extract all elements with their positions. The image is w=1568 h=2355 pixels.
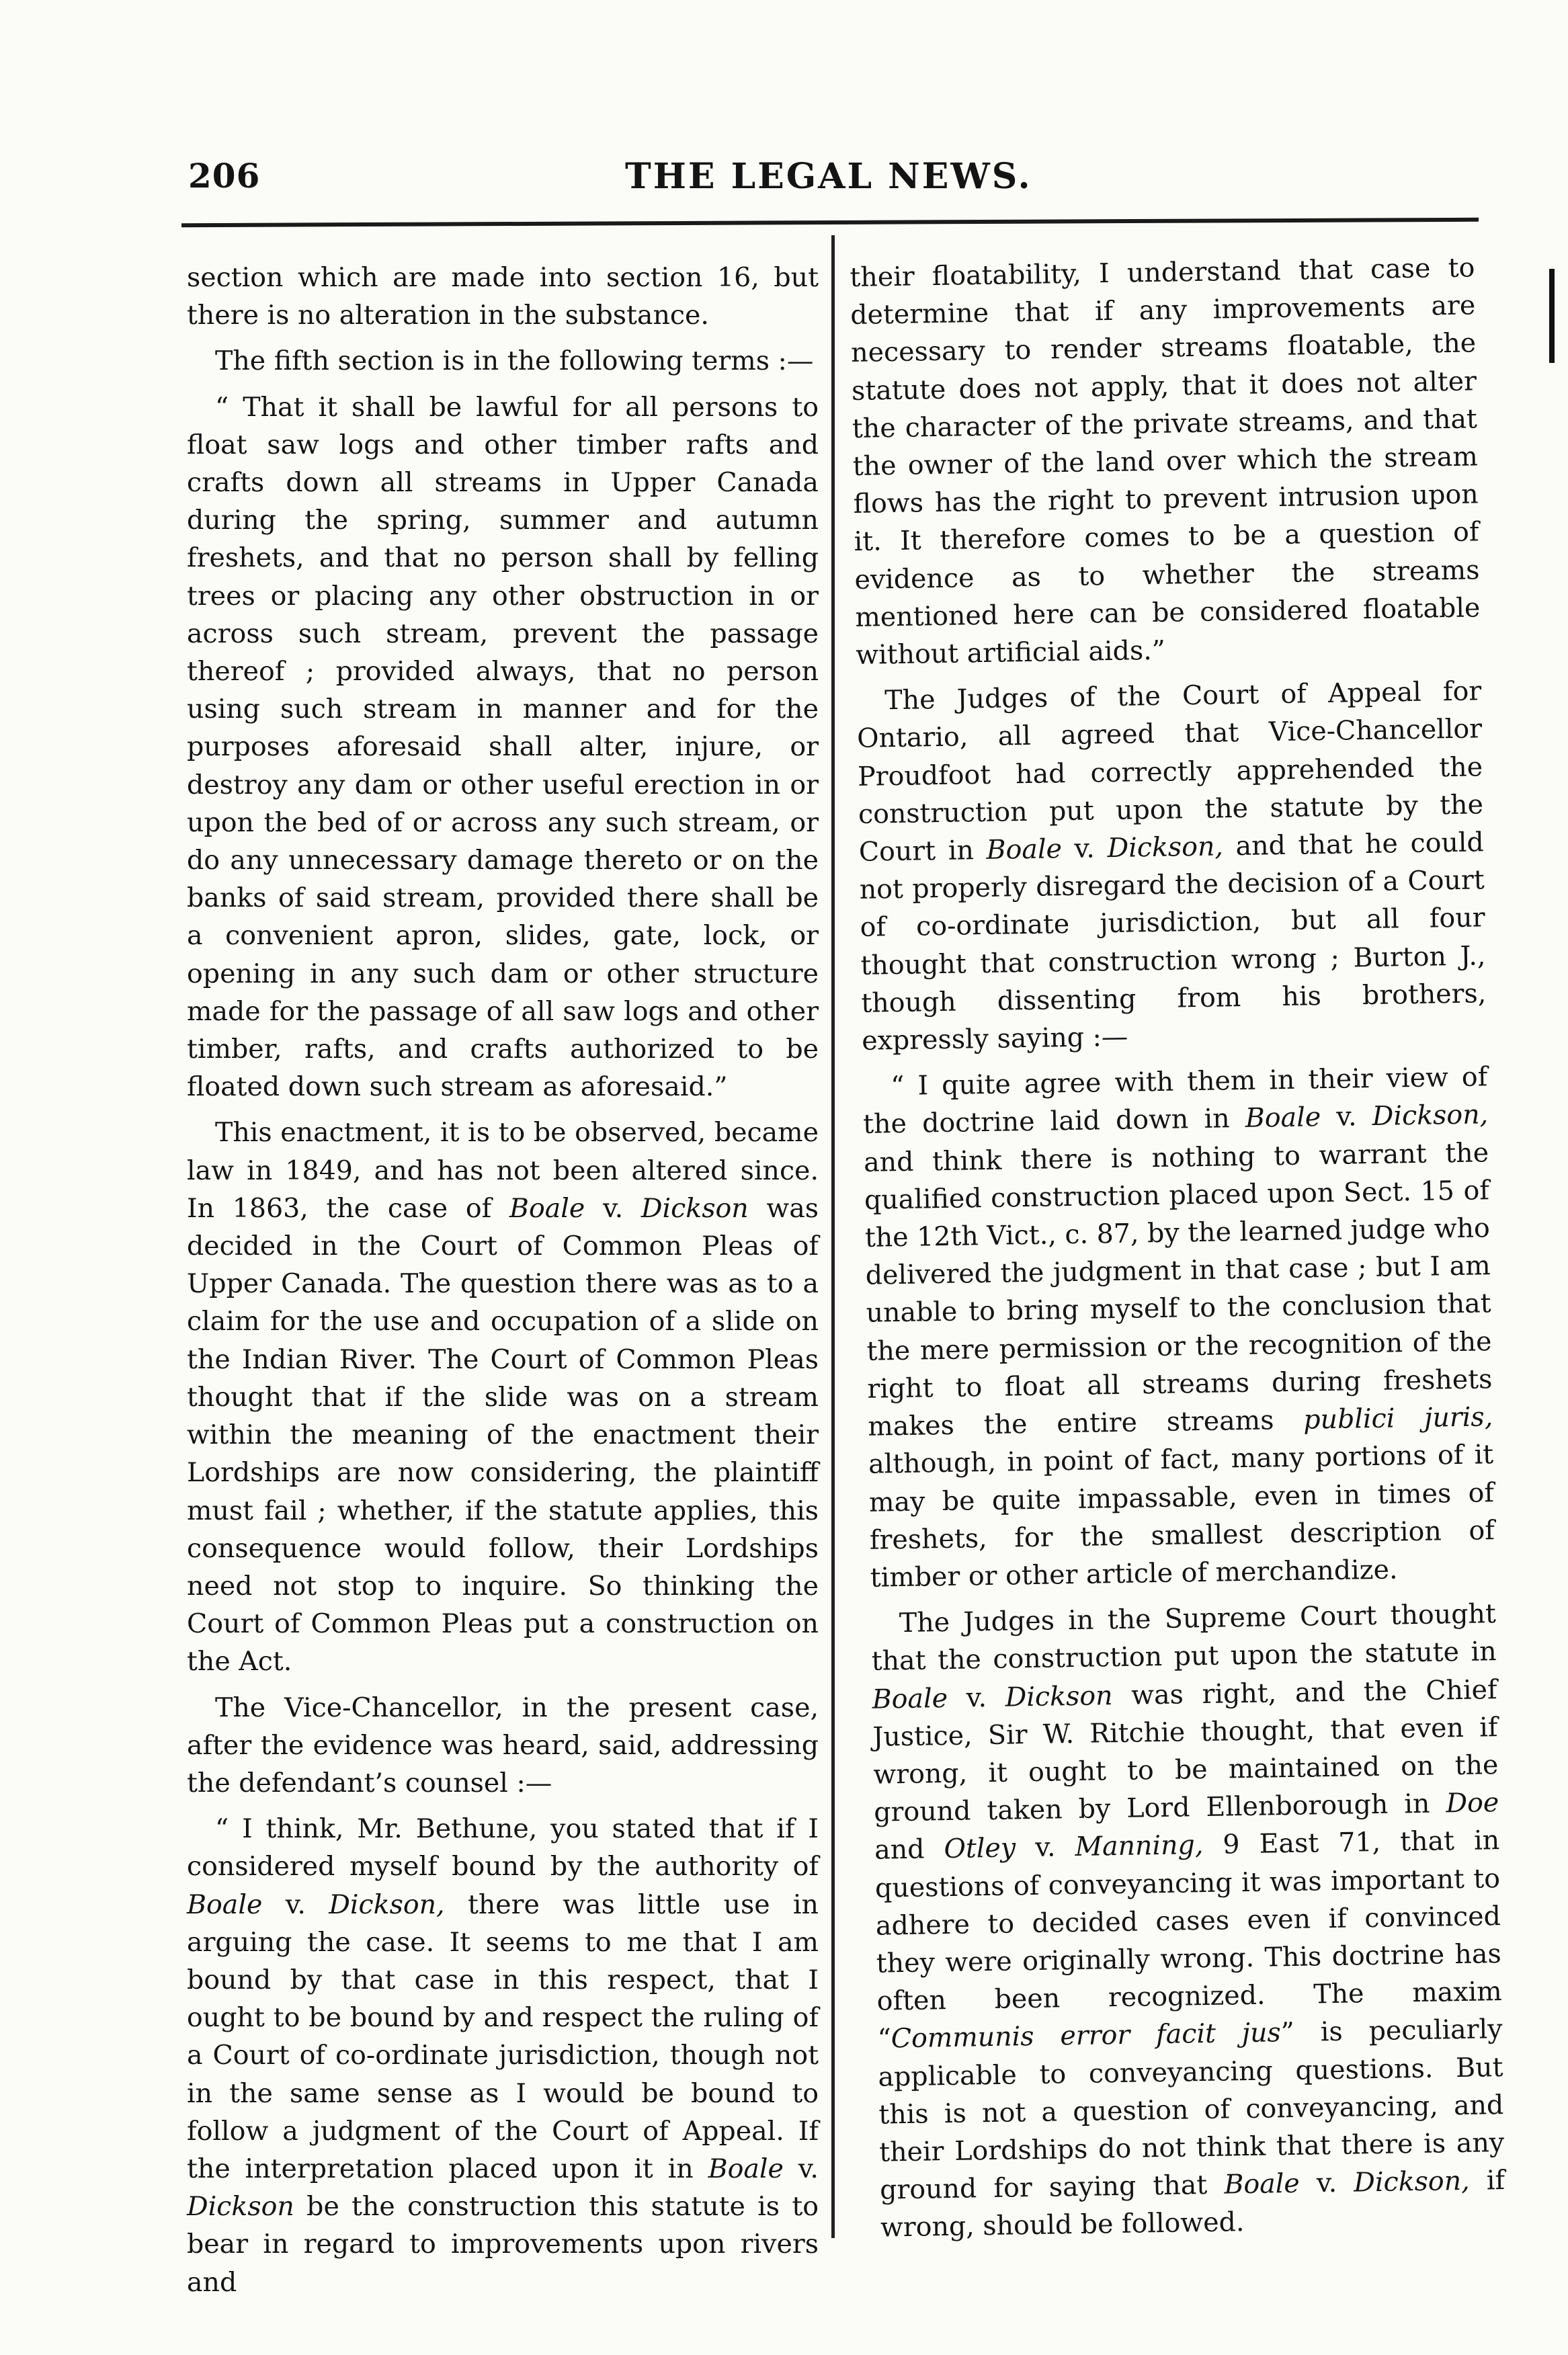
page-header bbox=[181, 149, 1472, 203]
paragraph: This enactment, it is to be observed, became law in 1849, and has not been altered since. In 1863, the case of Boale v. Dickson was decided in the Court of Common Pleas of Upper Canada. The question there was as to a claim for the use and occupation of a slide on the Indian River. The Court of Common Pleas thought that if the slide was on a stream within the meaning of the enactment their Lordships are now considering, the plaintiff must fail ; whether, if the statute applies, this consequence would follow, their Lordships need not stop to inquire. So thinking the Court of Common Pleas put a construction on the Act. bbox=[187, 1117, 819, 1678]
case-name: Boale bbox=[986, 833, 1063, 866]
case-name: Dickson, bbox=[329, 1889, 445, 1920]
case-name: Dickson, bbox=[1372, 1099, 1489, 1132]
case-name: Dickson, bbox=[1107, 831, 1224, 864]
latin-maxim: Communis error facit jus bbox=[891, 2017, 1282, 2055]
left-column bbox=[187, 259, 819, 2309]
case-name: Doe bbox=[1446, 1787, 1499, 1819]
case-name: Dickson bbox=[187, 2191, 294, 2223]
page-edge-mark bbox=[1549, 269, 1555, 363]
paragraph: The Judges in the Supreme Court thought that the construction put upon the statute in Boale v. Dickson was right, and the Chief Justice, Sir W. Ritchie thought, that even if wrong, it ought to be maintained on the ground taken by Lord Ellenborough in Doe and Otley v. Manning, 9 East 71, that in questions of conveyancing it was important to adhere to decided cases even if convinced they were originally wrong. This doctrine has often been recognized. The maxim “Communis error facit jus” is peculiarly applicable to conveyancing questions. But this is not a question of conveyancing, and their Lordships do not think that there is any ground for saying that Boale v. Dickson, if wrong, should be followed. bbox=[871, 1598, 1505, 2243]
case-name: Boale bbox=[1224, 2167, 1301, 2200]
column-divider bbox=[831, 235, 835, 2238]
case-name: Manning, bbox=[1075, 1829, 1204, 1863]
quoted-judgment: “ I quite agree with them in their view of the doctrine laid down in Boale v. Dickson, and think there is nothing to warrant the qualified construction placed upon Sect. 15 of the 12th Vict., c. 87, by the learned judge who delivered the judgment in that case ; but I am unable to bring myself to the conclusion that the mere permission or the recognition of the right to float all streams during freshets makes the entire streams publici juris, although, in point of fact, many portions of it may be quite impassable, even in times of freshets, for the smallest description of timber or other article of merchandize. bbox=[862, 1061, 1495, 1594]
header-rule bbox=[181, 218, 1479, 227]
case-name: Dickson bbox=[1005, 1680, 1113, 1713]
case-name: Boale bbox=[187, 1889, 263, 1920]
case-name: Boale bbox=[872, 1682, 948, 1715]
case-name: Boale bbox=[509, 1192, 585, 1224]
quoted-judgment: “ I think, Mr. Bethune, you stated that if I considered myself bound by the authority of Boale v. Dickson, there was little use in arguing the case. It seems to me that I am bound by that case in this respect, that I ought to be bound by and respect the ruling of a Court of co-ordinate jurisdiction, though not in the same sense as I would be bound to follow a judgment of the Court of Appeal. If the interpretation placed upon it in Boale v. Dickson be the construction this statute is to bear in regard to improvements upon rivers and bbox=[187, 1813, 819, 2298]
case-name: Dickson bbox=[641, 1192, 749, 1224]
paragraph: The fifth section is in the following terms :— bbox=[215, 345, 814, 377]
paragraph: The Vice-Chancellor, in the present case, after the evidence was heard, said, addressing the defendant’s counsel :— bbox=[187, 1692, 819, 1799]
latin-phrase: publici juris, bbox=[1303, 1401, 1493, 1436]
right-column bbox=[850, 249, 1506, 2255]
case-name: Boale bbox=[708, 2153, 784, 2184]
paragraph: their floatability, I understand that case to determine that if any improvements are necessary to render streams floatable, the statute does not apply, that it does not alter the character of the private streams, and that the owner of the land over which the stream flows has the right to prevent intrusion upon it. It therefore comes to be a question of evidence as to whether the streams mentioned here can be considered floatable without artificial aids.” bbox=[850, 252, 1481, 671]
case-name: Dickson, bbox=[1353, 2165, 1470, 2198]
paragraph: section which are made into section 16, but there is no alteration in the substance. bbox=[187, 262, 819, 331]
case-name: Otley bbox=[944, 1832, 1016, 1865]
journal-title: THE LEGAL NEWS. bbox=[625, 156, 1032, 197]
case-name: Boale bbox=[1245, 1102, 1321, 1134]
page-number: 206 bbox=[188, 156, 261, 196]
paragraph: The Judges of the Court of Appeal for Ontario, all agreed that Vice-Chancellor Proudfoot had correctly apprehended the construction put upon the statute by the Court in Boale v. Dickson, and that he could not properly disregard the decision of a Court of co-ordinate jurisdiction, but all four thought that construction wrong ; Burton J., though dissenting from his brothers, expressly saying :— bbox=[856, 675, 1487, 1057]
quoted-statute: “ That it shall be lawful for all persons to float saw logs and other timber rafts and crafts down all streams in Upper Canada during the spring, summer and autumn freshets, and that no person shall by felling trees or placing any other obstruction in or across such stream, prevent the passage thereof ; provided always, that no person using such stream in manner and for the purposes aforesaid shall alter, injure, or destroy any dam or other useful erection in or upon the bed of or across any such stream, or do any unnecessary damage thereto or on the banks of said stream, provided there shall be a convenient apron, slides, gate, lock, or opening in any such dam or other structure made for the passage of all saw logs and other timber, rafts, and crafts authorized to be floated down such stream as aforesaid.” bbox=[187, 391, 819, 1103]
